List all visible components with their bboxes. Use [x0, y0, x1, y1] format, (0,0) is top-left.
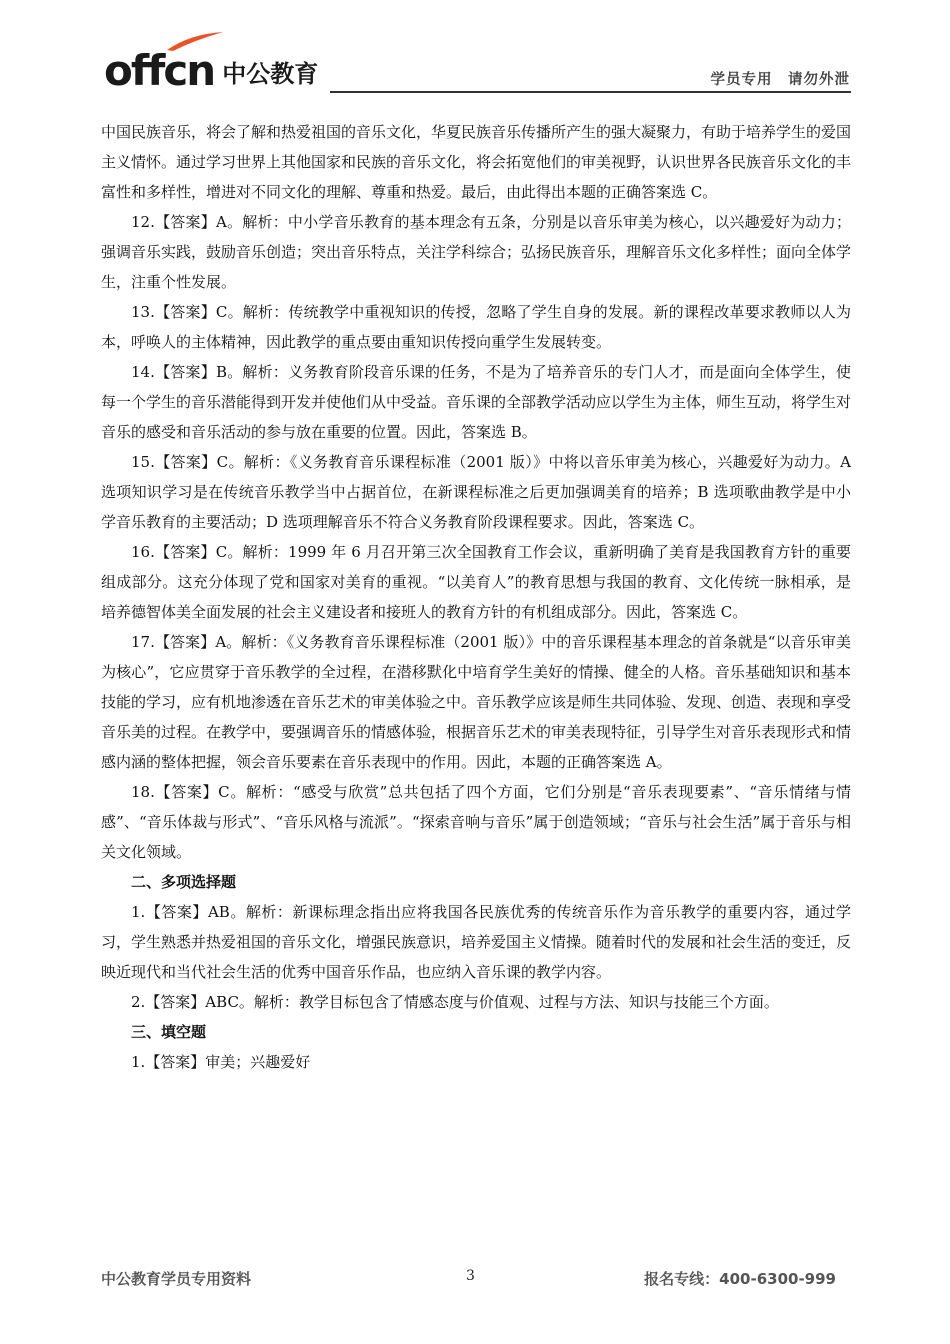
- offcn-logo: [104, 40, 319, 95]
- fill-answer-1: 1.【答案】审美；兴趣爱好: [131, 1053, 311, 1071]
- footer-hotline: 报名专线：400-6300-999: [644, 1270, 836, 1288]
- paragraph-continued: 中国民族音乐，将会了解和热爱祖国的音乐文化，华夏民族音乐传播所产生的强大凝聚力，有助于培养学生的爱国主义情怀。通过学习世界上其他国家和民族的音乐文化，将会拓宽他们的审美视野，认识世界各民族音乐文化的丰富性和多样性，增进对不同文化的理解、尊重和热爱。最后，由此得出本题的正确答案选 C。: [101, 123, 852, 201]
- page-number: 3: [466, 1268, 475, 1284]
- answer-12: 12.【答案】A。解析：中小学音乐教育的基本理念有五条，分别是以音乐审美为核心，以兴趣爱好为动力；强调音乐实践，鼓励音乐创造；突出音乐特点，关注学科综合；弘扬民族音乐，理解音乐文化多样性；面向全体学生，注重个性发展。: [101, 213, 852, 291]
- section-heading-multiple-choice: 二、多项选择题: [131, 873, 237, 891]
- answer-14: 14.【答案】B。解析：义务教育阶段音乐课的任务，不是为了培养音乐的专门人才，而是面向全体学生，使每一个学生的音乐潜能得到开发并使他们从中受益。音乐课的全部教学活动应以学生为主体，师生互动，将学生对音乐的感受和音乐活动的参与放在重要的位置。因此，答案选 B。: [101, 363, 852, 441]
- answer-18: 18.【答案】C。解析：“感受与欣赏”总共包括了四个方面，它们分别是“音乐表现要素”、“音乐情绪与情感”、“音乐体裁与形式”、“音乐风格与流派”。“探索音响与音乐”属于创造领域；“音乐与社会生活”属于音乐与相关文化领域。: [101, 783, 851, 861]
- header-tag: 学员专用 请勿外泄: [710, 72, 850, 88]
- multi-answer-2: 2.【答案】ABC。解析：教学目标包含了情感态度与价值观、过程与方法、知识与技能三个方面。: [131, 993, 779, 1011]
- footer-label: 中公教育学员专用资料: [101, 1270, 252, 1288]
- document-body: [101, 117, 851, 1077]
- multi-answer-1: 1.【答案】AB。解析：新课标理念指出应将我国各民族优秀的传统音乐作为音乐教学的重要内容，通过学习，学生熟悉并热爱祖国的音乐文化，增强民族意识，培养爱国主义情操。随着时代的发展和社会生活的变迁，反映近现代和当代社会生活的优秀中国音乐作品，也应纳入音乐课的教学内容。: [101, 903, 852, 981]
- answer-15: 15.【答案】C。解析：《义务教育音乐课程标准（2001 版）》中将以音乐审美为核心，兴趣爱好为动力。A 选项知识学习是在传统音乐教学当中占据首位，在新课程标准之后更加强调美育的培养；B 选项歌曲教学是中小学音乐教育的主要活动；D 选项理解音乐不符合义务教育阶段课程要求。因此，答案选 C。: [101, 453, 851, 531]
- header-rule: [330, 91, 851, 93]
- answer-13: 13.【答案】C。解析：传统教学中重视知识的传授，忽略了学生自身的发展。新的课程改革要求教师以人为本，呼唤人的主体精神，因此教学的重点要由重知识传授向重学生发展转变。: [101, 303, 851, 351]
- answer-17: 17.【答案】A。解析：《义务教育音乐课程标准（2001 版）》中的音乐课程基本理念的首条就是“以音乐审美为核心”，它应贯穿于音乐教学的全过程，在潜移默化中培育学生美好的情操、健全的人格。音乐基础知识和基本技能的学习，应有机地渗透在音乐艺术的审美体验之中。音乐教学应该是师生共同体验、发现、创造、表现和享受音乐美的过程。在教学中，要强调音乐的情感体验，根据音乐艺术的审美表现特征，引导学生对音乐表现形式和情感内涵的整体把握，领会音乐要素在音乐表现中的作用。因此，本题的正确答案选 A。: [101, 633, 852, 771]
- logo-latin: offcn: [104, 46, 215, 95]
- page-header: [0, 0, 950, 100]
- section-heading-fill-blank: 三、填空题: [131, 1023, 207, 1041]
- page-footer: [0, 1268, 950, 1298]
- logo-chinese: 中公教育: [222, 60, 319, 88]
- answer-16: 16.【答案】C。解析：1999 年 6 月召开第三次全国教育工作会议，重新明确了美育是我国教育方针的重要组成部分。这充分体现了党和国家对美育的重视。“以美育人”的教育思想与我国的教育、文化传统一脉相承，是培养德智体美全面发展的社会主义建设者和接班人的教育方针的有机组成部分。因此，答案选 C。: [101, 543, 851, 621]
